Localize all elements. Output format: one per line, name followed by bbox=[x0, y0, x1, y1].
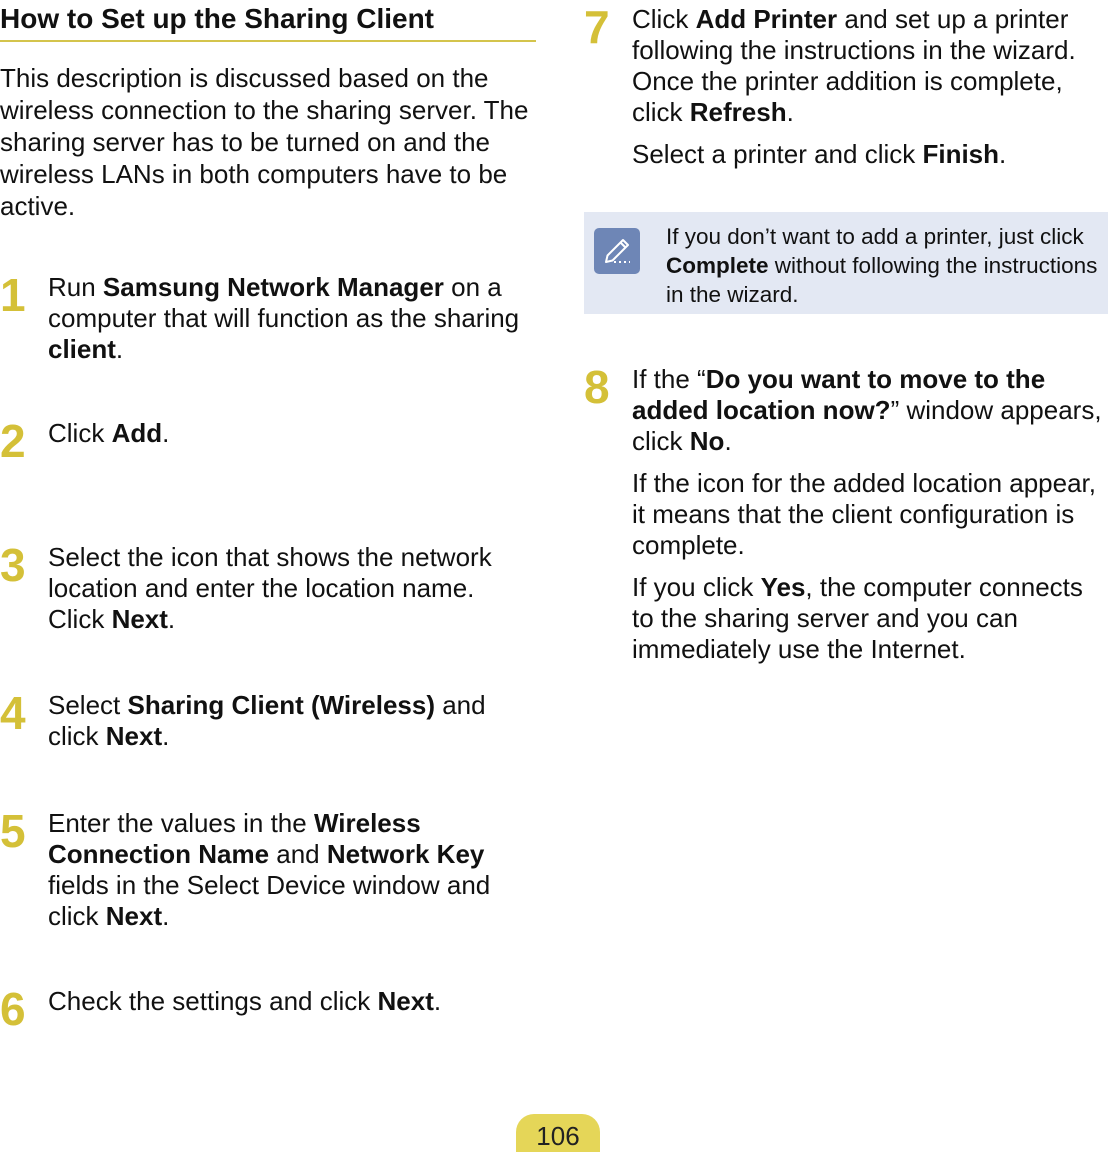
step-text bbox=[48, 418, 536, 460]
step-paragraph: Enter the values in the Wireless Connection Name and Network Key fields in the Select Device window and click Next. bbox=[48, 808, 491, 931]
pencil-note-icon bbox=[594, 228, 640, 274]
step-paragraph: Click Add Printer and set up a printer following the instructions in the wizard. Once the printer addition is complete, click Refresh. bbox=[632, 4, 1076, 127]
step-paragraph: Run Samsung Network Manager on a computer that will function as the sharing client. bbox=[48, 272, 520, 364]
step-paragraph: Select Sharing Client (Wireless) and click Next. bbox=[48, 690, 486, 751]
step-paragraph: If the icon for the added location appear, it means that the client configuration is complete. bbox=[632, 468, 1097, 560]
step-paragraph: If the “Do you want to move to the added location now?” window appears, click No. bbox=[632, 364, 1102, 456]
step-paragraph: If you click Yes, the computer connects to the sharing server and you can immediately use the Internet. bbox=[632, 572, 1083, 664]
intro-paragraph: This description is discussed based on the wireless connection to the sharing server. The sharing server has to be turned on and the wireless LANs in both computers have to be active. bbox=[0, 63, 529, 221]
step-number: 2 bbox=[0, 415, 26, 467]
step-paragraph: Check the settings and click Next. bbox=[48, 986, 442, 1016]
step-number: 4 bbox=[0, 687, 26, 739]
step-text bbox=[48, 808, 536, 943]
step-number: 8 bbox=[584, 361, 610, 413]
step-text bbox=[48, 690, 536, 763]
note-box bbox=[584, 212, 1108, 314]
step-number: 5 bbox=[0, 805, 26, 857]
step-text bbox=[48, 272, 536, 376]
step-number: 6 bbox=[0, 983, 26, 1035]
step-paragraph: Select the icon that shows the network location and enter the location name. Click Next. bbox=[48, 542, 492, 634]
page-number: 106 bbox=[516, 1114, 600, 1152]
title-divider bbox=[0, 40, 536, 42]
step-text bbox=[632, 364, 1108, 676]
step-text bbox=[48, 986, 536, 1028]
step-number: 1 bbox=[0, 269, 26, 321]
step-number: 3 bbox=[0, 539, 26, 591]
step-number: 7 bbox=[584, 1, 610, 53]
step-paragraph: Select a printer and click Finish. bbox=[632, 139, 1007, 169]
step-text bbox=[48, 542, 536, 646]
step-paragraph: Click Add. bbox=[48, 418, 170, 448]
note-text: If you don’t want to add a printer, just click Complete without following the instructions in the wizard. bbox=[666, 224, 1098, 307]
step-text bbox=[632, 4, 1108, 181]
section-title: How to Set up the Sharing Client bbox=[0, 3, 434, 34]
